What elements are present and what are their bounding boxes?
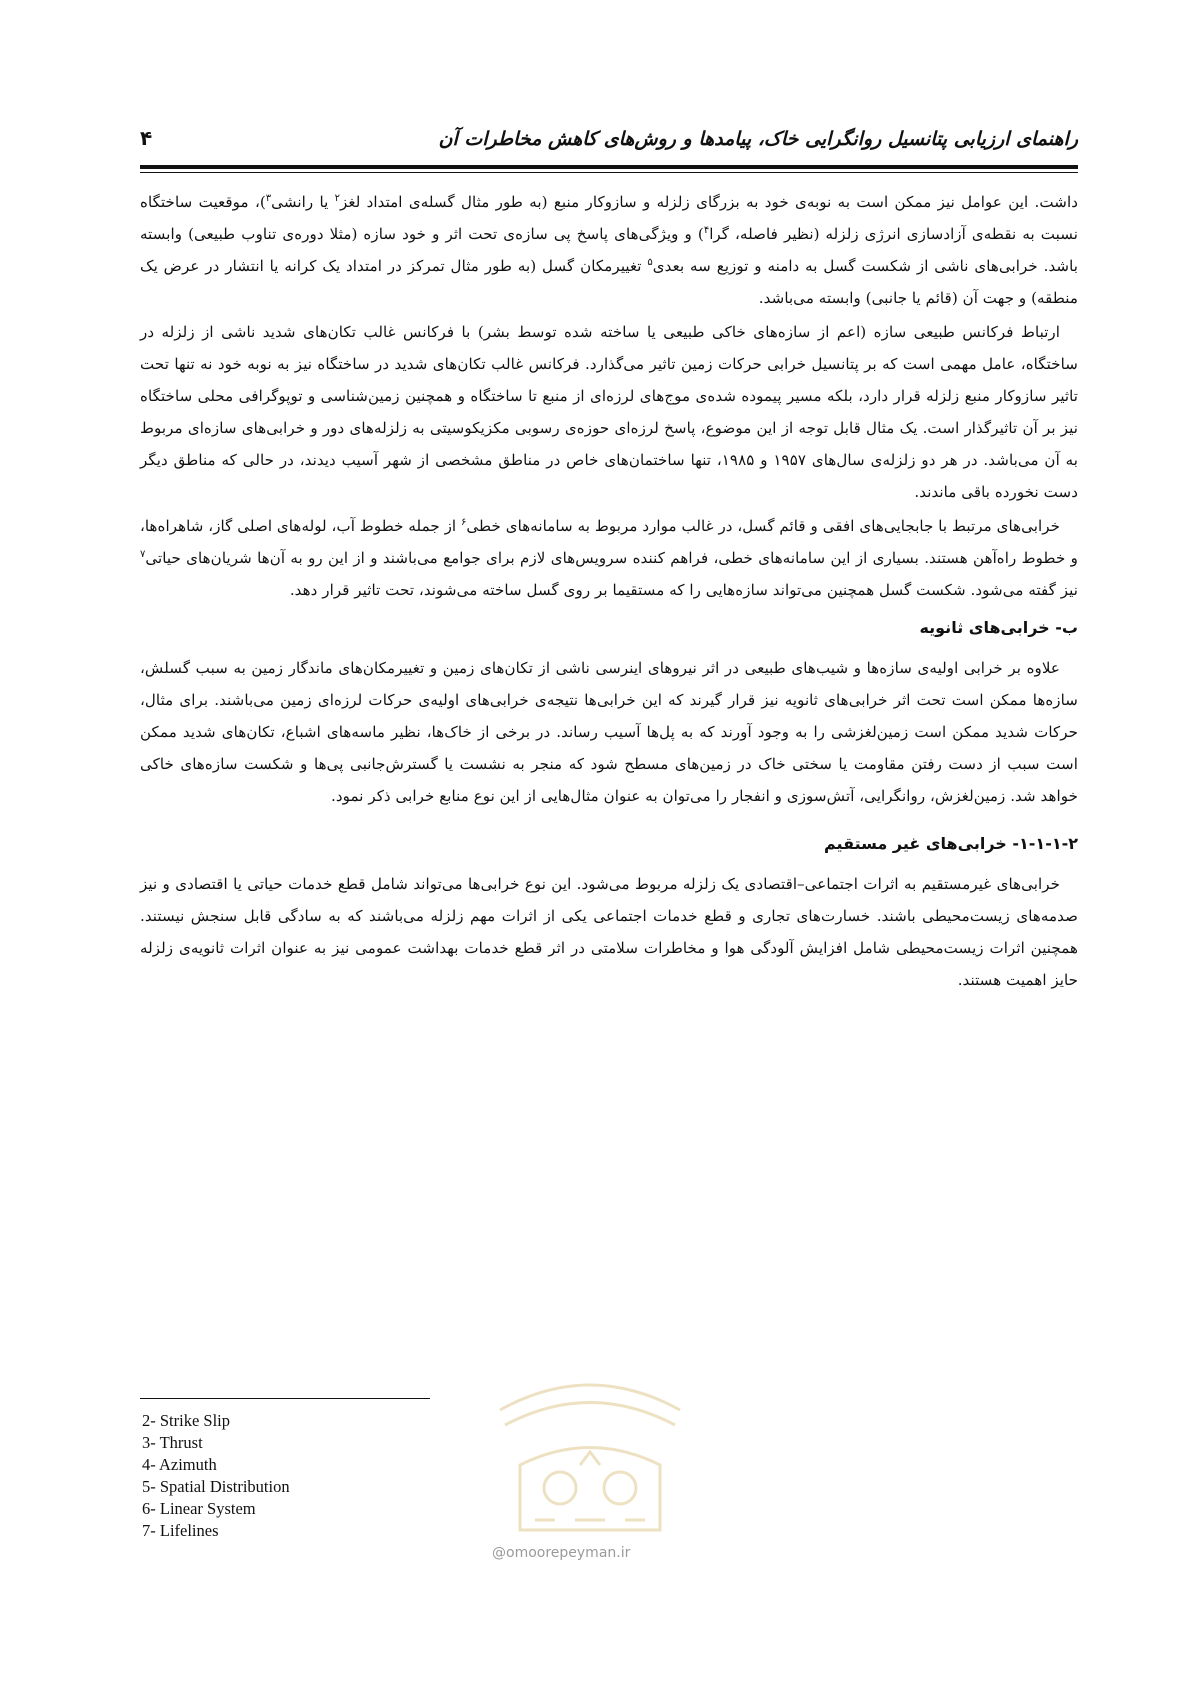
footnote-ref: ۶ <box>461 516 467 528</box>
footnote-item: 5- Spatial Distribution <box>142 1477 290 1496</box>
paragraph-3 <box>140 510 1078 606</box>
section-heading-indirect: ۱-۱-۱-۲- خرابی‌های غیر مستقیم <box>824 834 1078 853</box>
seal-logo-icon <box>480 1370 700 1540</box>
footnote-item: 3- Thrust <box>142 1433 203 1452</box>
footnote-ref: ۷ <box>140 548 146 560</box>
footnote-item: 4- Azimuth <box>142 1455 217 1474</box>
text-run: )، موقعیت ساختگاه نسبت به نقطه‌ی آزادسازی انرژی زلزله (نظیر فاصله، گرا <box>140 193 1078 243</box>
text-run: تغییرمکان گسل (به طور مثال تمرکز در امتداد یک کرانه یا انتشار در عرض یک منطقه) و جهت آن (قائم یا جانبی) وابسته می‌باشد. <box>140 257 1078 307</box>
text-run: ) و ویژگی‌های پاسخ پی سازه‌ی تحت اثر و خود سازه (مثلا دوره‌ی تناوب طبیعی) وابسته باشد. خرابی‌های ناشی از شکست گسل به دامنه و توزیع سه بعدی <box>140 225 1078 275</box>
text-run: داشت. این عوامل نیز ممکن است به نوبه‌ی خود به بزرگای زلزله و سازوکار منبع (به طور مثال گسله‌ی امتداد لغز <box>340 193 1078 211</box>
section-heading-b: ب- خرابی‌های ثانویه <box>919 618 1078 637</box>
text-run: از جمله خطوط آب، لوله‌های اصلی گاز، شاهراه‌ها، و خطوط راه‌آهن هستند. بسیاری از این سامانه‌های خطی، فراهم کننده سرویس‌های لازم برای جوامع می‌باشند و از این رو به آن‌ها شریان‌های حیاتی <box>140 517 1078 567</box>
running-title: راهنمای ارزیابی پتانسیل روانگرایی خاک، پیامدها و روش‌های کاهش مخاطرات آن <box>438 128 1078 150</box>
text-run: خرابی‌های مرتبط با جابجایی‌های افقی و قائم گسل، در غالب موارد مربوط به سامانه‌های خطی <box>466 517 1061 535</box>
text-run: یا رانشی <box>271 193 335 211</box>
footnote-item: 6- Linear System <box>142 1499 256 1518</box>
text-run: نیز گفته می‌شود. شکست گسل همچنین می‌تواند سازه‌هایی را که مستقیما بر روی گسل ساخته می‌شوند، تحت تاثیر قرار دهد. <box>289 581 1078 599</box>
footnote-ref: ۳ <box>265 192 272 204</box>
paragraph-1 <box>140 186 1078 314</box>
paragraph-section-b: علاوه بر خرابی اولیه‌ی سازه‌ها و شیب‌های طبیعی در اثر نیروهای اینرسی ناشی از تکان‌های زمین و تغییرمکان‌های ماندگار زمین به سبب گسلش، سازه‌ها ممکن است تحت اثر خرابی‌های ثانویه نیز قرار گیرند که این خرابی‌ها نتیجه‌ی خرابی‌های اولیه‌ی حرکات لرزه‌ای زمین می‌باشند. برای مثال، حرکات شدید ممکن است زمین‌لغزشی را به وجود آورند که به پل‌ها آسیب رساند. در برخی از خاک‌ها، نظیر ماسه‌های اشباع، تکان‌های شدید ممکن است سبب از دست رفتن مقاومت یا سختی خاک در زمین‌های مسطح شود که منجر به نشست یا گسترش‌جانبی پی‌ها و شکست سازه‌های خاکی خواهد شد. زمین‌لغزش، روانگرایی، آتش‌سوزی و انفجار را می‌توان به عنوان مثال‌هایی از این نوع منابع خرابی ذکر نمود. <box>140 659 1078 805</box>
page-header <box>140 128 1078 158</box>
paragraph-2: ارتباط فرکانس طبیعی سازه (اعم از سازه‌های خاکی طبیعی یا ساخته شده توسط بشر) با فرکانس غالب تکان‌های شدید ناشی از زلزله در ساختگاه، عامل مهمی است که بر پتانسیل خرابی حرکات زمین تاثیر می‌گذارد. فرکانس غالب تکان‌های شدید در ساختگاه نیز به نوبه خود نه تنها تحت تاثیر سازوکار منبع زلزله قرار دارد، بلکه مسیر پیموده شده‌ی موج‌های لرزه‌ای از منبع تا ساختگاه و همچنین زمین‌شناسی و توپوگرافی محلی ساختگاه نیز بر آن تاثیرگذار است. یک مثال قابل توجه از این موضوع، پاسخ لرزه‌ای حوزه‌ی رسوبی مکزیکوسیتی به زلزله‌های دور و خرابی‌های سازه‌ای مربوط به آن می‌باشد. در هر دو زلزله‌ی سال‌های ۱۹۵۷ و ۱۹۸۵، تنها ساختمان‌های خاص در مناطق مشخصی از شهر آسیب دیدند، در حالی که مناطق دیگر دست نخورده باقی ماندند. <box>140 323 1078 501</box>
main-text <box>140 186 1078 996</box>
footnote-item: 7- Lifelines <box>142 1521 219 1540</box>
footnotes-list <box>142 1410 290 1542</box>
footnote-ref: ۴ <box>703 224 710 236</box>
header-rule <box>140 165 1078 169</box>
header-rule-thin <box>140 172 1078 173</box>
footnote-separator <box>140 1398 430 1399</box>
footnote-item: 2- Strike Slip <box>142 1411 231 1430</box>
footnote-ref: ۵ <box>647 256 653 268</box>
page-number: ۴ <box>140 126 153 150</box>
paragraph-section-indirect: خرابی‌های غیرمستقیم به اثرات اجتماعی–اقتصادی یک زلزله مربوط می‌شود. این نوع خرابی‌ها می‌تواند شامل قطع خدمات حیاتی یا اقتصادی و نیز صدمه‌های زیست‌محیطی باشند. خسارت‌های تجاری و قطع خدمات اجتماعی یکی از اثرات مهم زلزله می‌باشند که به سادگی قابل سنجش نیستند. همچنین اثرات زیست‌محیطی شامل افزایش آلودگی هوا و مخاطرات سلامتی در اثر قطع خدمات بهداشت عمومی نیز به عنوان اثرات ثانویه‌ی زلزله حایز اهمیت هستند. <box>140 875 1078 989</box>
watermark-url: @omoorepeyman.ir <box>492 1545 631 1561</box>
footnote-ref: ۲ <box>334 192 340 204</box>
